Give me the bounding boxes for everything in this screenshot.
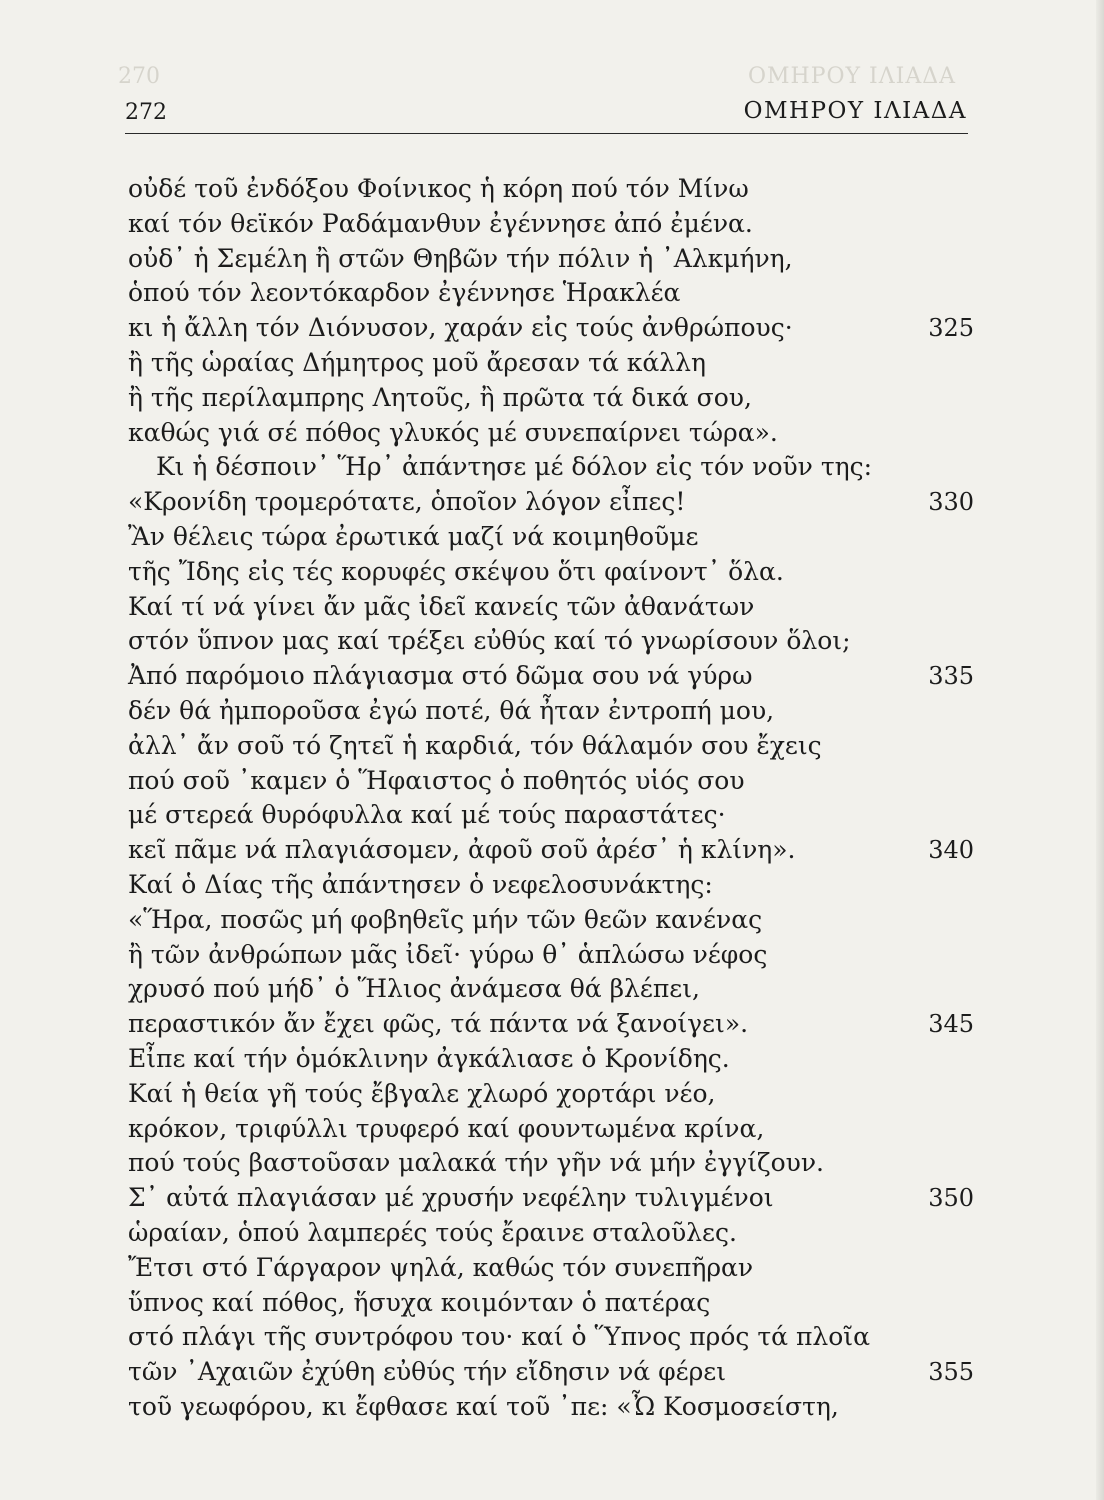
page-number: 272 <box>125 100 167 125</box>
verse-line <box>128 1146 988 1181</box>
verse-text: Καί ὁ Δίας τῆς ἀπάντησεν ὁ νεφελοσυνάκτης: <box>128 869 713 899</box>
verse-line <box>128 1112 988 1147</box>
line-number: 325 <box>928 314 974 343</box>
verse-line <box>128 346 988 381</box>
verse-text: ὡραίαν, ὁπού λαμπερές τούς ἔραινε σταλοῦλες. <box>128 1217 737 1247</box>
verse-line <box>128 485 988 520</box>
verse-text: Καί τί νά γίνει ἄν μᾶς ἰδεῖ κανείς τῶν ἀθανάτων <box>128 591 755 621</box>
verse-line <box>128 624 988 659</box>
book-title: ΟΜΗΡΟΥ ΙΛΙΑΔΑ <box>743 98 967 124</box>
verse-text: Ἂν θέλεις τώρα ἐρωτικά μαζί νά κοιμηθοῦμε <box>128 521 699 551</box>
verse-line <box>128 1077 988 1112</box>
verse-line <box>128 659 988 694</box>
line-number: 335 <box>928 662 974 691</box>
verse-line <box>128 450 988 485</box>
verse-text: Κι ἡ δέσποιν᾽ Ἥρ᾽ ἀπάντησε μέ δόλον εἰς τόν νοῦν της: <box>156 452 873 482</box>
running-head <box>125 96 967 130</box>
line-number: 340 <box>928 836 974 865</box>
verse-text: καί τόν θεϊκόν Ραδάμανθυν ἐγέννησε ἀπό ἐμένα. <box>128 208 753 238</box>
verse-text: περαστικόν ἄν ἔχει φῶς, τά πάντα νά ξανοίγει». <box>128 1009 749 1039</box>
verse-line <box>128 1042 988 1077</box>
header-rule <box>125 133 968 134</box>
verse-line <box>128 972 988 1007</box>
line-number: 350 <box>928 1184 974 1213</box>
verse-line <box>128 207 988 242</box>
verse-text: «Κρονίδη τρομερότατε, ὁποῖον λόγον εἶπες! <box>128 487 686 517</box>
verse-text: οὐδ᾽ ἡ Σεμέλη ἢ στῶν Θηβῶν τήν πόλιν ἡ ᾽Αλκμήνη, <box>128 243 793 273</box>
bleed-through-header <box>118 64 978 94</box>
verse-text: Καί ἡ θεία γῆ τούς ἔβγαλε χλωρό χορτάρι νέο, <box>128 1078 716 1108</box>
verse-line <box>128 311 988 346</box>
verse-text: δέν θά ἠμποροῦσα ἐγώ ποτέ, θά ἦταν ἐντροπή μου, <box>128 695 775 725</box>
verse-line <box>128 1216 988 1251</box>
verse-text: τῆς Ἴδης εἰς τές κορυφές σκέψου ὅτι φαίνοντ᾽ ὅλα. <box>128 556 784 586</box>
verse-line <box>128 276 988 311</box>
verse-line <box>128 416 988 451</box>
verse-text: χρυσό πού μήδ᾽ ὁ Ἥλιος ἀνάμεσα θά βλέπει, <box>128 974 700 1004</box>
verse-text: μέ στερεά θυρόφυλλα καί μέ τούς παραστάτες· <box>128 800 726 830</box>
verse-text: ἢ τῆς ὡραίας Δήμητρος μοῦ ἄρεσαν τά κάλλη <box>128 347 706 377</box>
verse-line <box>128 1286 988 1321</box>
page-gutter-shadow <box>1096 0 1104 1500</box>
verse-line <box>128 1251 988 1286</box>
verse-line <box>128 242 988 277</box>
verse-line <box>128 938 988 973</box>
verse-text: ἢ τῆς περίλαμπρης Λητοῦς, ἢ πρῶτα τά δικά σου, <box>128 382 752 412</box>
verse-line <box>128 590 988 625</box>
verse-line <box>128 381 988 416</box>
verse-text: Σ᾽ αὐτά πλαγιάσαν μέ χρυσήν νεφέλην τυλιγμένοι <box>128 1183 774 1213</box>
verse-line <box>128 172 988 207</box>
verse-text: πού σοῦ ᾽καμεν ὁ Ἥφαιστος ὁ ποθητός υἱός σου <box>128 765 745 795</box>
verse-line <box>128 1355 988 1390</box>
verse-text: Εἶπε καί τήν ὁμόκλινην ἀγκάλιασε ὁ Κρονίδης. <box>128 1043 730 1073</box>
bleed-through-title: ΟΜΗΡΟΥ ΙΛΙΑΔΑ <box>747 64 956 89</box>
verse-text: καθώς γιά σέ πόθος γλυκός μέ συνεπαίρνει τώρα». <box>128 417 778 447</box>
verse-text: ὁπού τόν λεοντόκαρδον ἐγέννησε Ἡρακλέα <box>128 278 681 308</box>
verse-text: στόν ὕπνον μας καί τρέξει εὐθύς καί τό γνωρίσουν ὅλοι; <box>128 626 851 656</box>
verse-line <box>128 798 988 833</box>
verse-text: Ἔτσι στό Γάργαρον ψηλά, καθώς τόν συνεπῆραν <box>128 1252 754 1282</box>
verse-text: «Ἥρα, ποσῶς μή φοβηθεῖς μήν τῶν θεῶν κανένας <box>128 904 763 934</box>
verse-line <box>128 903 988 938</box>
verse-text: Ἀπό παρόμοιο πλάγιασμα στό δῶμα σου νά γύρω <box>128 661 753 691</box>
verse-line <box>128 555 988 590</box>
verse-line <box>128 1181 988 1216</box>
verse-text: κι ἡ ἄλλη τόν Διόνυσον, χαράν εἰς τούς ἀνθρώπους· <box>128 313 793 343</box>
verse-text: ἀλλ᾽ ἄν σοῦ τό ζητεῖ ἡ καρδιά, τόν θάλαμόν σου ἔχεις <box>128 730 822 760</box>
line-number: 345 <box>928 1010 974 1039</box>
verse-line <box>128 1390 988 1425</box>
verse-line <box>128 520 988 555</box>
verse-text: τοῦ γεωφόρου, κι ἔφθασε καί τοῦ ᾽πε: «Ὦ Κοσμοσείστη, <box>128 1391 839 1421</box>
verse-line <box>128 694 988 729</box>
verse-text: ἢ τῶν ἀνθρώπων μᾶς ἰδεῖ· γύρω θ᾽ ἁπλώσω νέφος <box>128 939 768 969</box>
verse-line <box>128 1007 988 1042</box>
verse-text: οὐδέ τοῦ ἐνδόξου Φοίνικος ἡ κόρη πού τόν Μίνω <box>128 174 749 203</box>
verse-text: τῶν ᾽Αχαιῶν ἐχύθη εὐθύς τήν εἴδησιν νά φέρει <box>128 1357 727 1387</box>
line-number: 355 <box>928 1358 974 1387</box>
verse-block <box>128 172 988 1425</box>
line-number: 330 <box>928 488 974 517</box>
verse-text: κεῖ πᾶμε νά πλαγιάσομεν, ἀφοῦ σοῦ ἀρέσ᾽ ἡ κλίνη». <box>128 835 796 865</box>
verse-line <box>128 833 988 868</box>
verse-line <box>128 764 988 799</box>
verse-text: κρόκον, τριφύλλι τρυφερό καί φουντωμένα κρίνα, <box>128 1113 765 1143</box>
verse-text: πού τούς βαστοῦσαν μαλακά τήν γῆν νά μήν ἐγγίζουν. <box>128 1148 824 1178</box>
verse-line <box>128 729 988 764</box>
bleed-through-page-number: 270 <box>118 64 160 89</box>
verse-text: στό πλάγι τῆς συντρόφου του· καί ὁ Ὕπνος πρός τά πλοῖα <box>128 1322 870 1352</box>
verse-text: ὕπνος καί πόθος, ἥσυχα κοιμόνταν ὁ πατέρας <box>128 1287 711 1317</box>
verse-line <box>128 1320 988 1355</box>
verse-line <box>128 868 988 903</box>
